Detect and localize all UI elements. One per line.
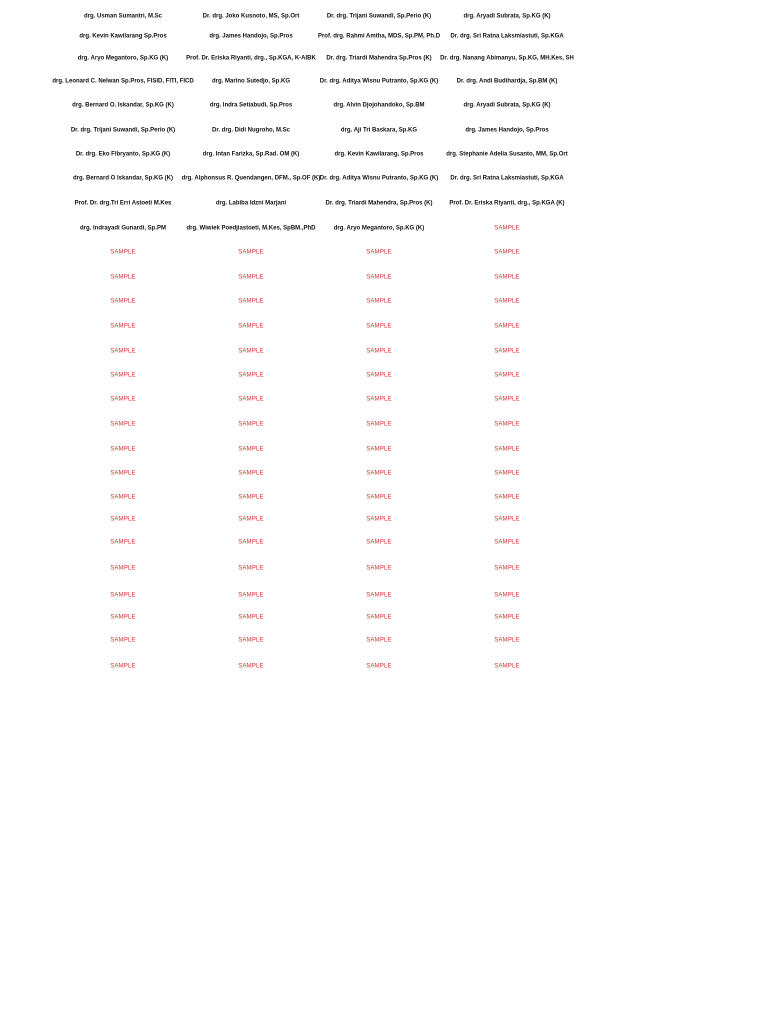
sample-label: SAMPLE bbox=[238, 274, 264, 281]
sample-label: SAMPLE bbox=[238, 323, 264, 330]
sample-label: SAMPLE bbox=[494, 637, 520, 644]
sample-label: SAMPLE bbox=[110, 298, 136, 305]
sample-label: SAMPLE bbox=[238, 565, 264, 572]
sample-label: SAMPLE bbox=[366, 446, 392, 453]
sample-label: SAMPLE bbox=[494, 565, 520, 572]
doctor-name-label: drg. Aji Tri Baskara, Sp.KG bbox=[340, 127, 418, 134]
doctor-name-label: drg. Aryadi Subrata, Sp.KG (K) bbox=[463, 102, 551, 109]
doctor-name-label: Dr. drg. Andi Budihardja, Sp.BM (K) bbox=[456, 78, 558, 85]
sample-label: SAMPLE bbox=[494, 372, 520, 379]
sample-label: SAMPLE bbox=[238, 614, 264, 621]
doctor-name-label: Dr. drg. Trijani Suwandi, Sp.Perio (K) bbox=[326, 13, 432, 20]
sample-label: SAMPLE bbox=[366, 396, 392, 403]
sample-label: SAMPLE bbox=[238, 592, 264, 599]
sample-label: SAMPLE bbox=[110, 421, 136, 428]
sample-label: SAMPLE bbox=[494, 614, 520, 621]
sample-label: SAMPLE bbox=[366, 274, 392, 281]
doctor-name-label: drg. Bernard O Iskandar, Sp.KG (K) bbox=[72, 175, 174, 182]
doctor-name-label: Dr. drg. Aditya Wisnu Putranto, Sp.KG (K) bbox=[319, 78, 439, 85]
sample-label: SAMPLE bbox=[238, 421, 264, 428]
doctor-name-label: Prof. Dr. Eriska Riyanti, drg., Sp.KGA, K-AIBK bbox=[186, 55, 316, 62]
sample-label: SAMPLE bbox=[238, 372, 264, 379]
sample-label: SAMPLE bbox=[238, 446, 264, 453]
doctor-name-label: drg. Aryo Megantoro, Sp.KG (K) bbox=[77, 55, 169, 62]
sample-label: SAMPLE bbox=[366, 539, 392, 546]
sample-label: SAMPLE bbox=[110, 663, 136, 670]
sample-label: SAMPLE bbox=[366, 470, 392, 477]
sample-label: SAMPLE bbox=[110, 396, 136, 403]
sample-label: SAMPLE bbox=[110, 637, 136, 644]
sample-label: SAMPLE bbox=[494, 592, 520, 599]
sample-label: SAMPLE bbox=[494, 421, 520, 428]
doctor-name-label: drg. Stephanie Adelia Susanto, MM, Sp.Ort bbox=[446, 151, 568, 158]
sample-label: SAMPLE bbox=[366, 663, 392, 670]
sample-label: SAMPLE bbox=[494, 446, 520, 453]
sample-label: SAMPLE bbox=[494, 663, 520, 670]
doctor-name-label: Dr. drg. Sri Ratna Laksmiastuti, Sp.KGA bbox=[450, 33, 564, 40]
sample-label: SAMPLE bbox=[494, 539, 520, 546]
sample-label: SAMPLE bbox=[366, 249, 392, 256]
doctor-name-label: drg. Leonard C. Nelwan Sp.Pros, FISID, FITI, FICD bbox=[52, 78, 194, 85]
doctor-name-label: Prof. Dr. Eriska Riyanti, drg., Sp.KGA (K) bbox=[449, 200, 565, 207]
sample-label: SAMPLE bbox=[110, 494, 136, 501]
doctor-name-label: drg. Usman Sumantri, M.Sc bbox=[83, 13, 162, 20]
sample-label: SAMPLE bbox=[494, 225, 520, 232]
doctor-name-label: drg. Intan Farizka, Sp.Rad. OM (K) bbox=[202, 151, 300, 158]
doctor-name-label: Dr. drg. Nanang Abimanyu, Sp.KG, MH.Kes, SH bbox=[440, 55, 574, 62]
doctor-name-label: drg. Labiba Idzni Marjani bbox=[215, 200, 287, 207]
doctor-name-label: drg. Kevin Kawilarang, Sp.Pros bbox=[334, 151, 424, 158]
doctor-name-label: Prof. Dr. drg.Tri Erri Astoeti M.Kes bbox=[74, 200, 172, 207]
doctor-name-label: drg. James Handojo, Sp.Pros bbox=[209, 33, 293, 40]
doctor-name-label: drg. Bernard O. Iskandar, Sp.KG (K) bbox=[72, 102, 174, 109]
sample-label: SAMPLE bbox=[494, 323, 520, 330]
sample-label: SAMPLE bbox=[366, 614, 392, 621]
sample-label: SAMPLE bbox=[238, 539, 264, 546]
sample-label: SAMPLE bbox=[238, 494, 264, 501]
sample-label: SAMPLE bbox=[110, 323, 136, 330]
sample-label: SAMPLE bbox=[238, 348, 264, 355]
sample-label: SAMPLE bbox=[238, 516, 264, 523]
doctor-name-label: Dr. drg. Eko Fibryanto, Sp.KG (K) bbox=[75, 151, 171, 158]
doctor-name-label: drg. Wiwiek Poedjiastoeti, M.Kes, SpBM.,PhD bbox=[186, 225, 316, 232]
doctor-name-label: drg. Indrayadi Gunardi, Sp.PM bbox=[79, 225, 166, 232]
sample-label: SAMPLE bbox=[110, 372, 136, 379]
sample-label: SAMPLE bbox=[366, 565, 392, 572]
doctor-name-label: drg. Alphonsus R. Quendangen, DFM., Sp.OF (K) bbox=[181, 175, 321, 182]
doctor-name-label: Dr. drg. Didi Nugroho, M.Sc bbox=[212, 127, 290, 134]
sample-label: SAMPLE bbox=[494, 494, 520, 501]
sample-label: SAMPLE bbox=[366, 323, 392, 330]
sample-label: SAMPLE bbox=[238, 637, 264, 644]
sample-label: SAMPLE bbox=[366, 516, 392, 523]
sample-label: SAMPLE bbox=[110, 446, 136, 453]
doctor-name-label: drg. Aryo Megantoro, Sp.KG (K) bbox=[333, 225, 425, 232]
sample-label: SAMPLE bbox=[366, 298, 392, 305]
sample-label: SAMPLE bbox=[494, 470, 520, 477]
sample-label: SAMPLE bbox=[494, 274, 520, 281]
sample-label: SAMPLE bbox=[366, 372, 392, 379]
doctor-name-label: drg. Kevin Kawilarang Sp.Pros bbox=[79, 33, 167, 40]
sample-label: SAMPLE bbox=[110, 249, 136, 256]
sample-label: SAMPLE bbox=[494, 516, 520, 523]
sample-label: SAMPLE bbox=[238, 470, 264, 477]
sample-label: SAMPLE bbox=[110, 592, 136, 599]
doctor-name-label: drg. Indra Setiabudi, Sp.Pros bbox=[209, 102, 293, 109]
doctor-name-label: Dr. drg. Triardi Mahendra, Sp.Pros (K) bbox=[325, 200, 433, 207]
sample-label: SAMPLE bbox=[238, 249, 264, 256]
sample-label: SAMPLE bbox=[110, 348, 136, 355]
sample-label: SAMPLE bbox=[110, 539, 136, 546]
sample-label: SAMPLE bbox=[110, 516, 136, 523]
sample-label: SAMPLE bbox=[494, 396, 520, 403]
doctor-name-label: drg. Aryadi Subrata, Sp.KG (K) bbox=[463, 13, 551, 20]
sample-label: SAMPLE bbox=[494, 298, 520, 305]
sample-label: SAMPLE bbox=[110, 565, 136, 572]
doctor-name-label: drg. Alvin Djojohandoko, Sp.BM bbox=[333, 102, 425, 109]
sample-label: SAMPLE bbox=[494, 249, 520, 256]
doctor-name-label: drg. James Handojo, Sp.Pros bbox=[465, 127, 549, 134]
sample-label: SAMPLE bbox=[238, 663, 264, 670]
doctor-name-label: Dr. drg. Aditya Wisnu Putranto, Sp.KG (K) bbox=[319, 175, 439, 182]
doctor-name-label: drg. Marino Sutedjo, Sp.KG bbox=[212, 78, 290, 85]
sample-label: SAMPLE bbox=[366, 592, 392, 599]
doctor-name-label: Dr. drg. Triardi Mahendra Sp.Pros (K) bbox=[326, 55, 432, 62]
sample-label: SAMPLE bbox=[110, 274, 136, 281]
sample-label: SAMPLE bbox=[366, 421, 392, 428]
sample-label: SAMPLE bbox=[238, 298, 264, 305]
sample-label: SAMPLE bbox=[366, 348, 392, 355]
doctor-name-label: Prof. drg. Rahmi Amtha, MDS, Sp.PM, Ph.D bbox=[317, 33, 441, 40]
doctor-name-label: Dr. drg. Joko Kusnoto, MS, Sp.Ort bbox=[202, 13, 300, 20]
doctor-name-label: Dr. drg. Sri Ratna Laksmiastuti, Sp.KGA bbox=[450, 175, 564, 182]
sample-label: SAMPLE bbox=[494, 348, 520, 355]
doctor-name-label: Dr. drg. Trijani Suwandi, Sp.Perio (K) bbox=[70, 127, 176, 134]
sample-label: SAMPLE bbox=[366, 637, 392, 644]
sample-label: SAMPLE bbox=[366, 494, 392, 501]
sample-label: SAMPLE bbox=[110, 614, 136, 621]
sample-label: SAMPLE bbox=[238, 396, 264, 403]
sample-label: SAMPLE bbox=[110, 470, 136, 477]
